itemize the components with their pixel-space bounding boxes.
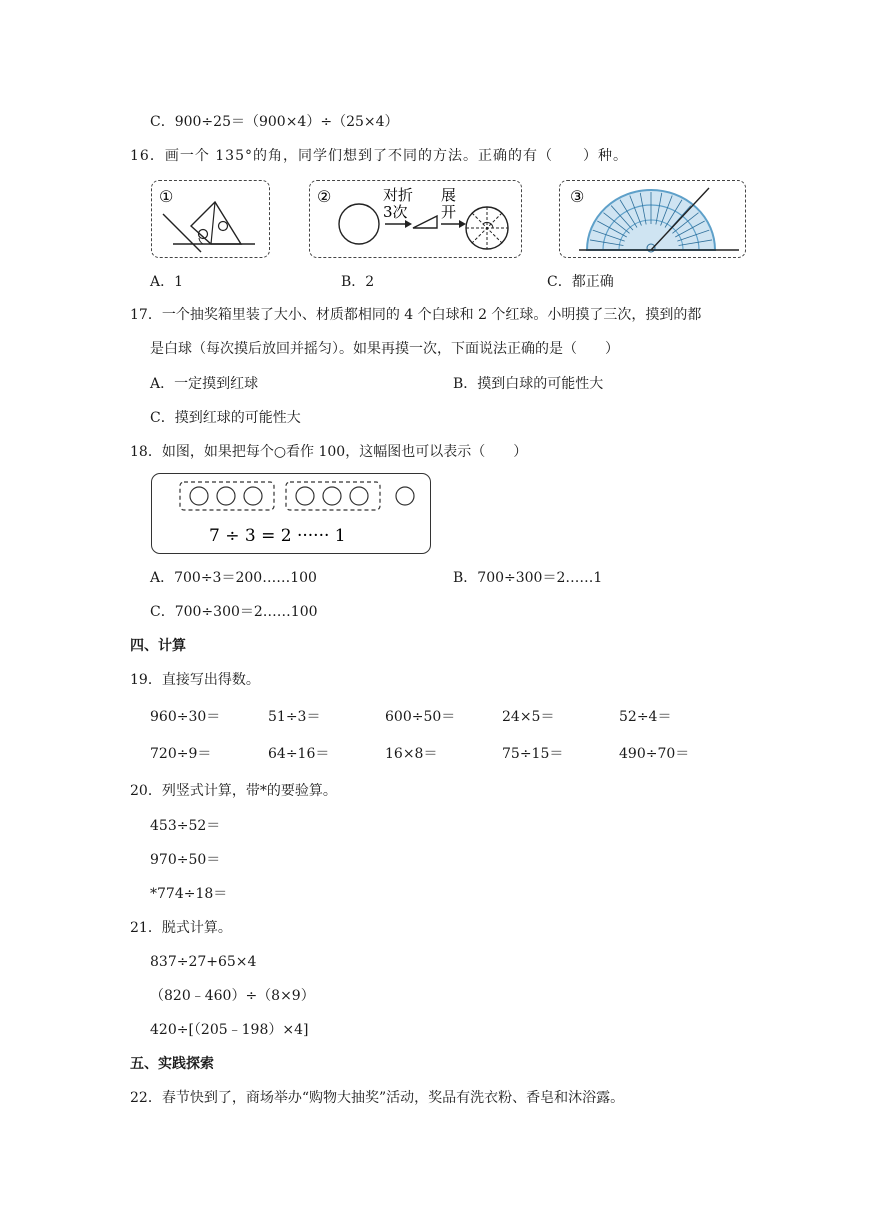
q19-item: 24×5＝ — [502, 709, 555, 725]
q17-option-a: A．一定摸到红球 — [150, 376, 259, 392]
q20-item: 453÷52＝ — [150, 818, 221, 834]
q21-item: 837÷27+65×4 — [150, 954, 257, 970]
q19-item: 51÷3＝ — [268, 709, 321, 725]
q18-stem: 18．如图，如果把每个○看作 100，这幅图也可以表示（ ） — [130, 444, 528, 460]
set-square-method-figure — [151, 180, 270, 258]
q21-item: 420÷[（205﹣198）×4] — [150, 1022, 309, 1038]
fold-times-label: 3次 — [383, 203, 408, 221]
q18-figure — [151, 473, 431, 554]
q19-item: 960÷30＝ — [150, 709, 221, 725]
q16-option-c: C．都正确 — [547, 274, 614, 290]
protractor-method-figure — [559, 180, 746, 258]
circles-division-figure — [151, 473, 431, 554]
figure-3-number: ③ — [570, 187, 585, 206]
q15-option-c: C．900÷25＝（900×4）÷（25×4） — [150, 114, 399, 130]
q18-option-c: C．700÷300＝2……100 — [150, 604, 318, 620]
q19-item: 720÷9＝ — [150, 746, 212, 762]
section-4-title: 四、计算 — [130, 638, 186, 654]
q18-option-b: B．700÷300＝2……1 — [453, 570, 603, 586]
fold-label: 对折 — [383, 186, 414, 204]
figure-2-number: ② — [317, 187, 332, 206]
q16-stem: 16．画一个 135°的角，同学们想到了不同的方法。正确的有（ ）种。 — [130, 148, 628, 164]
unfold-label-1: 展 — [441, 186, 457, 204]
q16-figure-3 — [559, 180, 746, 258]
q20-item: *774÷18＝ — [150, 886, 228, 902]
q17-option-c: C．摸到红球的可能性大 — [150, 410, 301, 426]
q21-stem: 21．脱式计算。 — [130, 920, 232, 936]
q16-figure-1 — [151, 180, 270, 258]
section-5-title: 五、实践探索 — [130, 1056, 214, 1072]
q19-item: 64÷16＝ — [268, 746, 330, 762]
q19-item: 490÷70＝ — [619, 746, 690, 762]
q16-option-b: B．2 — [341, 274, 375, 290]
q19-item: 600÷50＝ — [385, 709, 456, 725]
unfold-label-2: 开 — [441, 203, 457, 221]
q19-item: 75÷15＝ — [502, 746, 564, 762]
q19-item: 52÷4＝ — [619, 709, 672, 725]
q17-option-b: B．摸到白球的可能性大 — [453, 376, 604, 392]
q18-equation: 7 ÷ 3 = 2 ······ 1 — [209, 526, 346, 546]
q19-item: 16×8＝ — [385, 746, 438, 762]
q22-stem: 22．春节快到了，商场举办“购物大抽奖”活动，奖品有洗衣粉、香皂和沐浴露。 — [130, 1090, 625, 1106]
q20-stem: 20．列竖式计算，带*的要验算。 — [130, 783, 337, 799]
q19-stem: 19．直接写出得数。 — [130, 672, 260, 688]
q17-stem-line1: 17．一个抽奖箱里装了大小、材质都相同的 4 个白球和 2 个红球。小明摸了三次，摸到的都 — [130, 307, 702, 323]
q16-figure-2 — [309, 180, 522, 258]
q17-stem-line2: 是白球（每次摸后放回并摇匀）。如果再摸一次，下面说法正确的是（ ） — [150, 341, 619, 357]
q18-option-a: A．700÷3＝200……100 — [150, 570, 317, 586]
q21-item: （820﹣460）÷（8×9） — [150, 988, 315, 1004]
q16-option-a: A．1 — [150, 274, 184, 290]
q20-item: 970÷50＝ — [150, 852, 221, 868]
paper-folding-method-figure — [309, 180, 522, 258]
figure-1-number: ① — [159, 187, 174, 206]
